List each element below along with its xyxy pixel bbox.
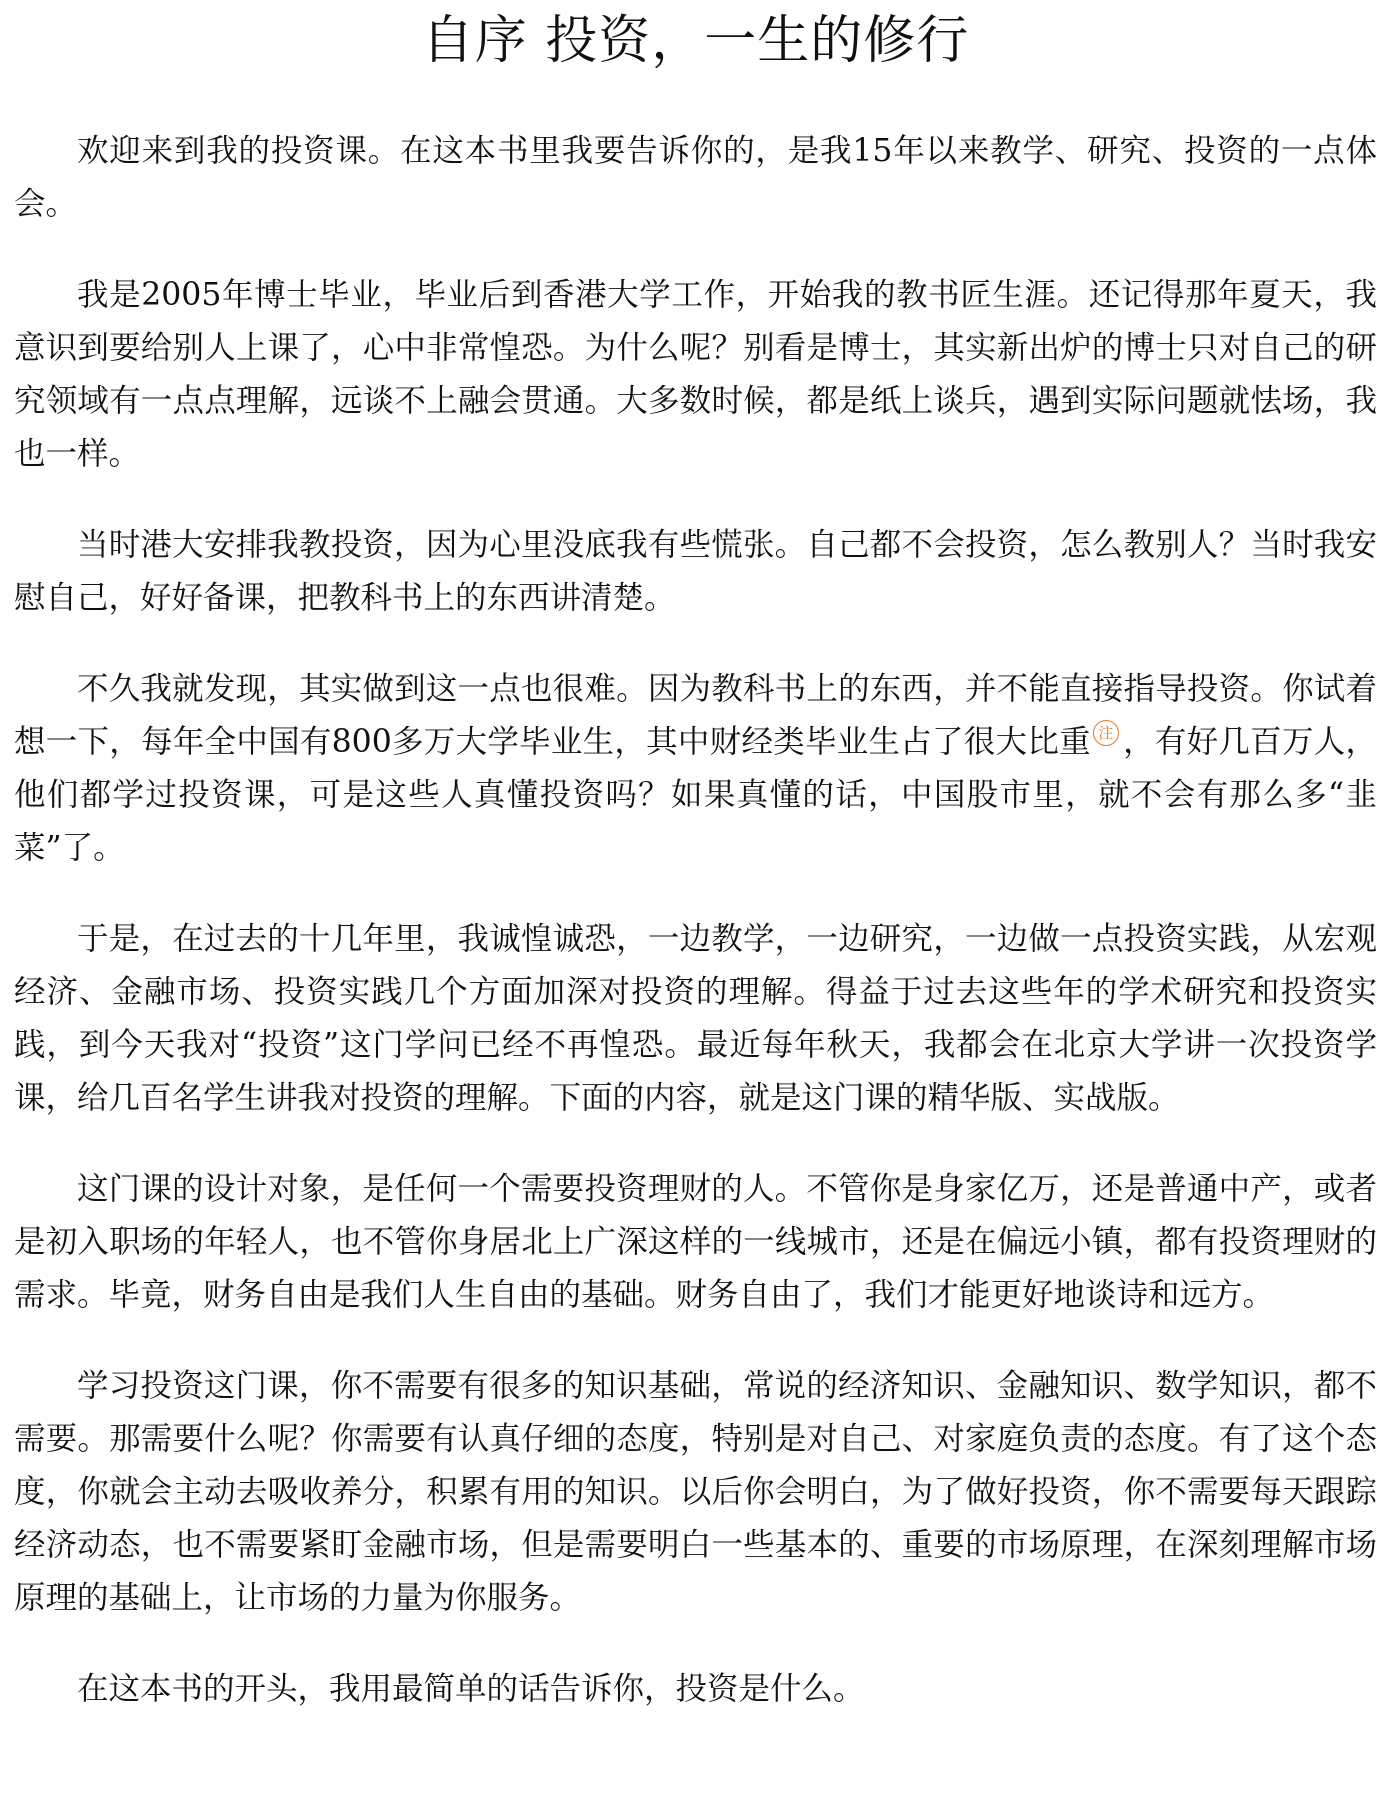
page-title: 自序 投资，一生的修行 <box>421 11 970 71</box>
paragraph-8: 在这本书的开头，我用最简单的话告诉你，投资是什么。 <box>77 1671 865 1707</box>
paragraph-3: 当时港大安排我教投资，因为心里没底我有些慌张。自己都不会投资，怎么教别人？当时我安慰自己，好好备课，把教科书上的东西讲清楚。 <box>14 527 1377 616</box>
paragraph-4-after-note: ，有好几百万人，他们都学过投资课，可是这些人真懂投资吗？如果真懂的话，中国股市里，就不会有那么多“韭菜”了。 <box>14 724 1377 866</box>
paragraph-4 <box>14 663 1377 875</box>
paragraph-7: 学习投资这门课，你不需要有很多的知识基础，常说的经济知识、金融知识、数学知识，都不需要。那需要什么呢？你需要有认真仔细的态度，特别是对自己、对家庭负责的态度。有了这个态度，你就会主动去吸收养分，积累有用的知识。以后你会明白，为了做好投资，你不需要每天跟踪经济动态，也不需要紧盯金融市场，但是需要明白一些基本的、重要的市场原理，在深刻理解市场原理的基础上，让市场的力量为你服务。 <box>14 1368 1377 1616</box>
body-text <box>14 125 1377 1754</box>
paragraph-2: 我是2005年博士毕业，毕业后到香港大学工作，开始我的教书匠生涯。还记得那年夏天，我意识到要给别人上课了，心中非常惶恐。为什么呢？别看是博士，其实新出炉的博士只对自己的研究领域有一点点理解，远谈不上融会贯通。大多数时候，都是纸上谈兵，遇到实际问题就怯场，我也一样。 <box>14 277 1377 472</box>
footnote-icon[interactable]: 注 <box>1093 720 1119 746</box>
paragraph-4-before-note: 不久我就发现，其实做到这一点也很难。因为教科书上的东西，并不能直接指导投资。你试着想一下，每年全中国有800多万大学毕业生，其中财经类毕业生占了很大比重 <box>14 671 1377 760</box>
paragraph-5: 于是，在过去的十几年里，我诚惶诚恐，一边教学，一边研究，一边做一点投资实践，从宏观经济、金融市场、投资实践几个方面加深对投资的理解。得益于过去这些年的学术研究和投资实践，到今天我对“投资”这门学问已经不再惶恐。最近每年秋天，我都会在北京大学讲一次投资学课，给几百名学生讲我对投资的理解。下面的内容，就是这门课的精华版、实战版。 <box>14 921 1377 1116</box>
paragraph-1: 欢迎来到我的投资课。在这本书里我要告诉你的，是我15年以来教学、研究、投资的一点体会。 <box>14 133 1377 222</box>
paragraph-6: 这门课的设计对象，是任何一个需要投资理财的人。不管你是身家亿万，还是普通中产，或者是初入职场的年轻人，也不管你身居北上广深这样的一线城市，还是在偏远小镇，都有投资理财的需求。毕竟，财务自由是我们人生自由的基础。财务自由了，我们才能更好地谈诗和远方。 <box>14 1171 1377 1313</box>
